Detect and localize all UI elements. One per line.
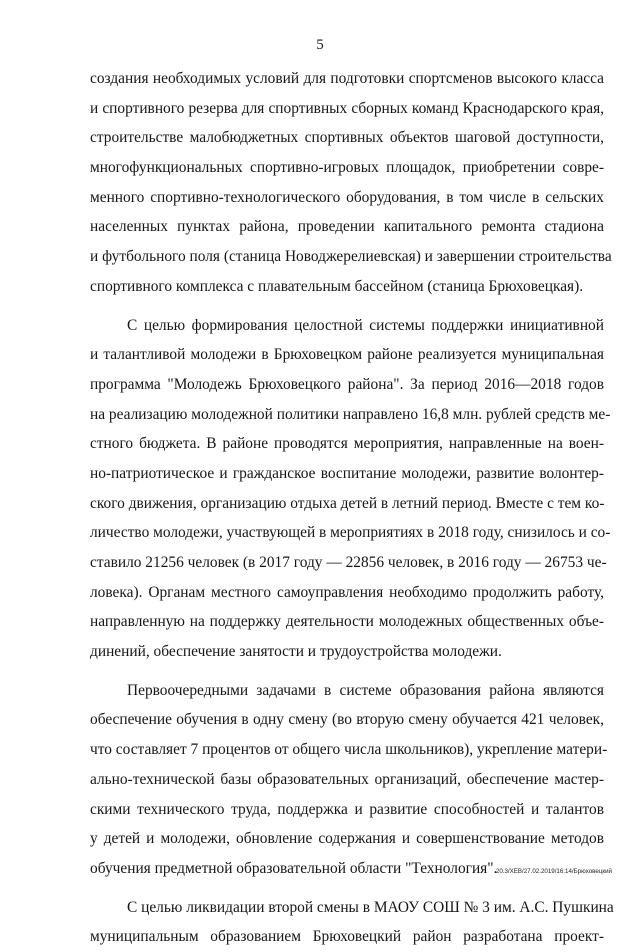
text-line: на реализацию молодежной политики направлено 16,8 млн. рублей средств ме- — [90, 405, 611, 423]
text-line: программа "Молодежь Брюховецкого района". За период 2016—2018 годов — [90, 375, 604, 393]
text-line: и футбольного поля (станица Новоджерелиевская) и завершении строительства — [90, 248, 612, 266]
page-number: 5 — [316, 37, 324, 53]
text-line: стного бюджета. В районе проводятся мероприятия, направленные на воен- — [90, 435, 604, 453]
paragraph — [90, 893, 614, 952]
text-line: направленную на поддержку деятельности молодежных общественных объе- — [90, 613, 604, 631]
text-line: у детей и молодежи, обновление содержания и совершенствование методов — [90, 830, 604, 848]
text-line: и талантливой молодежи в Брюховецком районе реализуется муниципальная — [90, 346, 604, 364]
text-line: скими технического труда, поддержка и развитие способностей и талантов — [90, 800, 604, 818]
text-line: С целью ликвидации второй смены в МАОУ СОШ № 3 им. А.С. Пушкина — [127, 898, 614, 916]
text-line: С целью формирования целостной системы поддержки инициативной — [127, 316, 604, 334]
text-line: создания необходимых условий для подготовки спортсменов высокого класса — [90, 70, 604, 87]
text-line: и спортивного резерва для спортивных сборных команд Краснодарского края, — [90, 99, 604, 117]
text-line: ально-технической базы образовательных организаций, обеспечение мастер- — [90, 770, 604, 788]
text-line: ловека). Органам местного самоуправления необходимо продолжить работу, — [90, 583, 604, 601]
text-line: строительстве малобюджетных спортивных объектов шаговой доступности, — [90, 129, 604, 147]
text-line: но-патриотическое и гражданское воспитание молодежи, развитие волонтер- — [90, 464, 604, 482]
text-line: населенных пунктах района, проведении капитального ремонта стадиона — [90, 218, 604, 236]
text-line: обеспечение обучения в одну смену (во вторую смену обучается 421 человек, — [90, 711, 604, 729]
text-line: Первоочередными задачами в системе образования района являются — [127, 681, 604, 699]
text-line: динений, обеспечение занятости и трудоустройства молодежи. — [90, 643, 502, 661]
text-line: спортивного комплекса с плавательным бассейном (станица Брюховецкая). — [90, 277, 584, 295]
text-line: личество молодежи, участвующей в мероприятиях в 2018 году, снизилось и со- — [90, 524, 611, 542]
text-line: что составляет 7 процентов от общего числа школьников), укрепление матери- — [90, 741, 608, 759]
text-line: менного спортивно-технологического оборудования, в том числе в сельских — [90, 188, 604, 206]
text-line: ставило 21256 человек (в 2017 году — 22856 человек, в 2016 году — 26753 че- — [90, 554, 607, 571]
paragraph — [90, 64, 612, 302]
document-registration-stamp: 20.3/ХЕВ/27.02.2019/16:14/Брюховецкий — [495, 868, 612, 875]
document-body — [90, 64, 614, 952]
paragraph — [90, 311, 611, 667]
paragraph — [90, 676, 608, 884]
text-line: многофункциональных спортивно-игровых площадок, приобретении совре- — [90, 159, 604, 177]
text-line: муниципальным образованием Брюховецкий район разработана проект- — [90, 928, 604, 946]
text-line: ского движения, организацию отдыха детей в летний период. Вместе с тем ко- — [90, 494, 605, 512]
text-line: обучения предметной образовательной области "Технология". — [90, 859, 498, 877]
